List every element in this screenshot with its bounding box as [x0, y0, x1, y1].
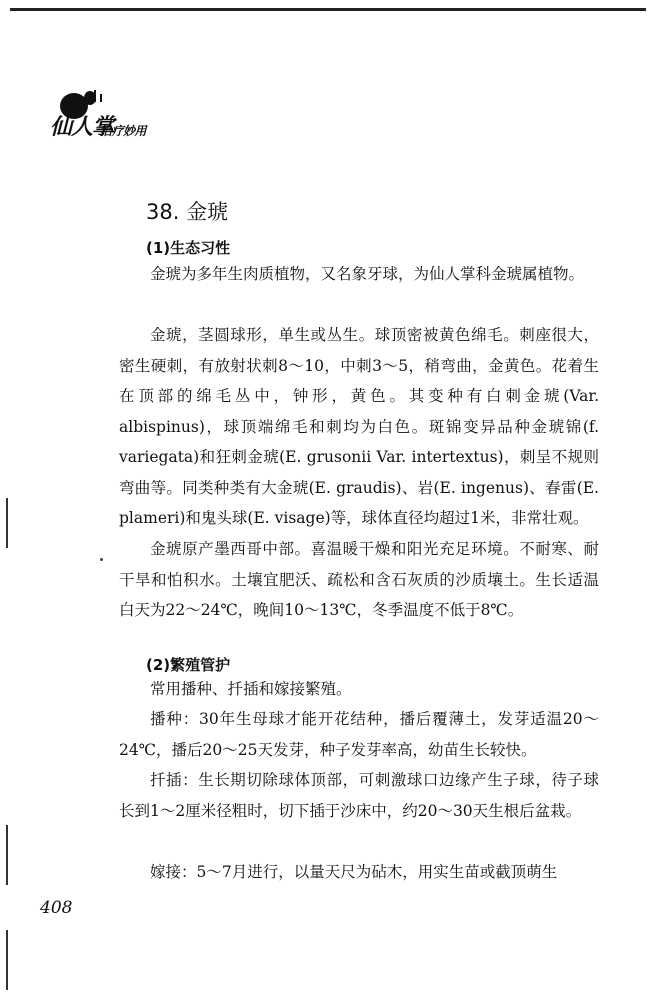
subsection-heading: (2)繁殖管护 — [146, 656, 231, 674]
header-subtitle: 治疗妙用 — [100, 124, 147, 138]
scan-edge-mark — [6, 930, 8, 990]
paragraph: 常用播种、扦插和嫁接繁殖。 — [150, 680, 352, 698]
page-number: 408 — [40, 898, 73, 918]
scan-speck — [100, 558, 103, 561]
top-rule — [10, 8, 646, 11]
paragraph: 金琥为多年生肉质植物，又名象牙球，为仙人掌科金琥属植物。 — [150, 265, 585, 283]
subsection-heading: (1)生态习性 — [146, 239, 231, 257]
scan-edge-mark — [6, 825, 8, 885]
paragraph: 嫁接：5～7月进行，以量天尺为砧木，用实生苗或截顶萌生 — [150, 863, 558, 881]
paragraph: 金琥，茎圆球形，单生或丛生。球顶密被黄色绵毛。刺座很大，密生硬刺，有放射状刺8～10，中刺3～5，稍弯曲，金黄色。花着生在顶部的绵毛丛中，钟形，黄色。其变种有白刺金琥(Var. albispinus)，球顶端绵毛和刺均为白色。斑锦变异品种金琥锦(f. variegata)和狂刺金琥(E. grusonii Var. intertextus)，刺呈不规则弯曲等。同类种类有大金琥(E. graudis)、岩(E. ingenus)、春雷(E. plameri)和鬼头球(E. visage)等，球体直径均超过1米，非常壮观。 — [119, 326, 599, 527]
running-header — [50, 88, 220, 148]
paragraph: 扦插：生长期切除球体顶部，可刺激球口边缘产生子球，待子球长到1～2厘米径粗时，切下插于沙床中，约20～30天生根后盆栽。 — [119, 771, 599, 820]
header-title: 仙人掌 — [50, 114, 114, 140]
section-title: 38. 金琥 — [146, 200, 229, 224]
paragraph: 播种：30年生母球才能开花结种，播后覆薄土，发芽适温20～24℃，播后20～25天发芽，种子发芽率高，幼苗生长较快。 — [119, 710, 599, 759]
paragraph: 金琥原产墨西哥中部。喜温暖干燥和阳光充足环境。不耐寒、耐干旱和怕积水。土壤宜肥沃、疏松和含石灰质的沙质壤土。生长适温白天为22～24℃，晚间10～13℃，冬季温度不低于8℃。 — [119, 540, 599, 619]
scan-edge-mark — [6, 498, 8, 548]
